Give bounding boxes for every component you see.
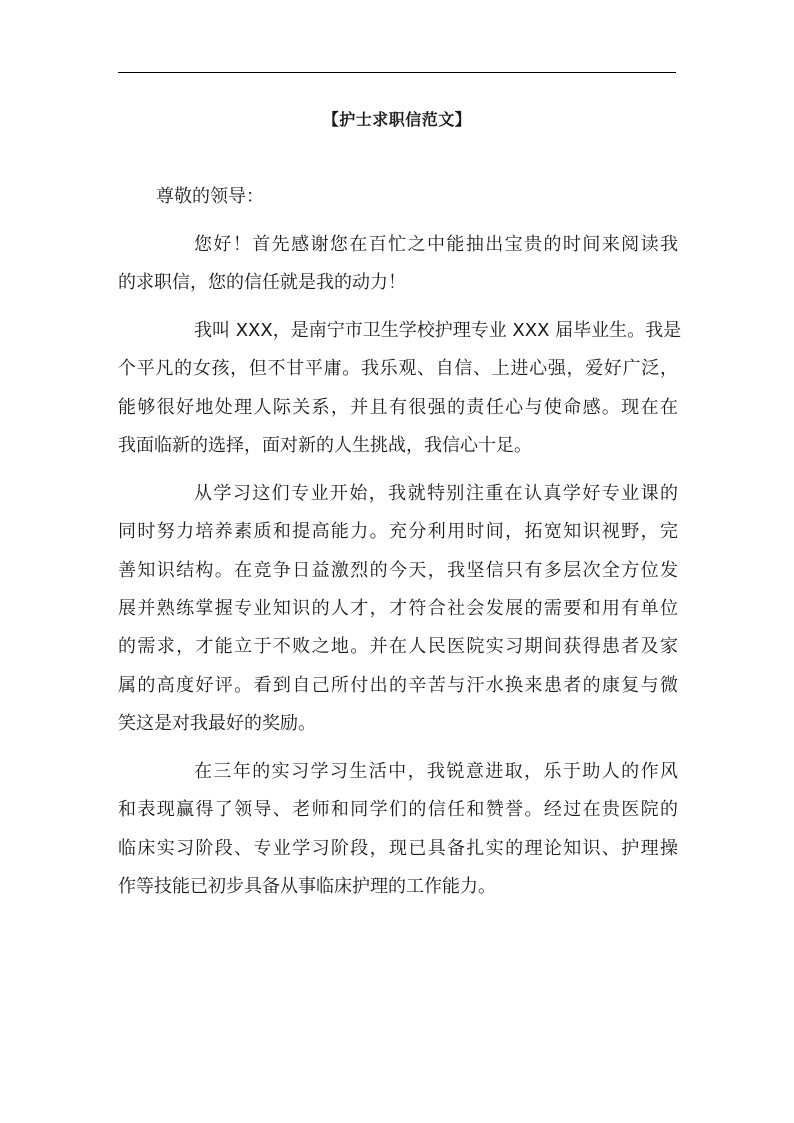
paragraph-line: 的求职信，您的信任就是我的动力！ [118, 272, 406, 294]
paragraph-line: 能够很好地处理人际关系，并且有很强的责任心与使命感。现在在 [118, 396, 678, 418]
salutation: 尊敬的领导： [156, 186, 264, 207]
paragraph-greeting [118, 226, 678, 303]
paragraph-line: 和表现赢得了领导、老师和同学们的信任和赞誉。经过在贵医院的 [118, 799, 678, 821]
paragraph-line: 同时努力培养素质和提高能力。充分利用时间，拓宽知识视野，完 [118, 521, 678, 543]
paragraph-line: 从学习这们专业开始，我就特别注重在认真学好专业课的 [194, 482, 678, 504]
paragraph-line: 善知识结构。在竞争日益激烈的今天，我坚信只有多层次全方位发 [118, 559, 678, 581]
paragraph-line: 的需求，才能立于不败之地。并在人民医院实习期间获得患者及家 [118, 636, 678, 658]
paragraph-experience [118, 753, 678, 907]
paragraph-line: 展并熟练掌握专业知识的人才，才符合社会发展的需要和用有单位 [118, 598, 678, 620]
paragraph-study [118, 475, 678, 744]
document-title: 【护士求职信范文】 [322, 110, 472, 129]
header-rule [118, 72, 676, 73]
paragraph-line: 作等技能已初步具备从事临床护理的工作能力。 [118, 876, 496, 898]
paragraph-line: 在三年的实习学习生活中，我锐意进取，乐于助人的作风 [194, 761, 678, 783]
letter-body [118, 178, 682, 916]
paragraph-line: 属的高度好评。看到自己所付出的辛苦与汗水换来患者的康复与微 [118, 674, 678, 696]
paragraph-line: 个平凡的女孩，但不甘平庸。我乐观、自信、上进心强，爱好广泛， [118, 358, 678, 380]
paragraph-line: 笑这是对我最好的奖励。 [118, 713, 316, 735]
paragraph-line: 我叫 XXX，是南宁市卫生学校护理专业 XXX 届毕业生。我是 [194, 319, 682, 341]
paragraph-introduction [118, 312, 682, 466]
paragraph-line: 临床实习阶段、专业学习阶段，现已具备扎实的理论知识、护理操 [118, 837, 678, 859]
paragraph-line: 我面临新的选择，面对新的人生挑战，我信心十足。 [118, 435, 532, 457]
paragraph-line: 您好！首先感谢您在百忙之中能抽出宝贵的时间来阅读我 [194, 233, 678, 255]
